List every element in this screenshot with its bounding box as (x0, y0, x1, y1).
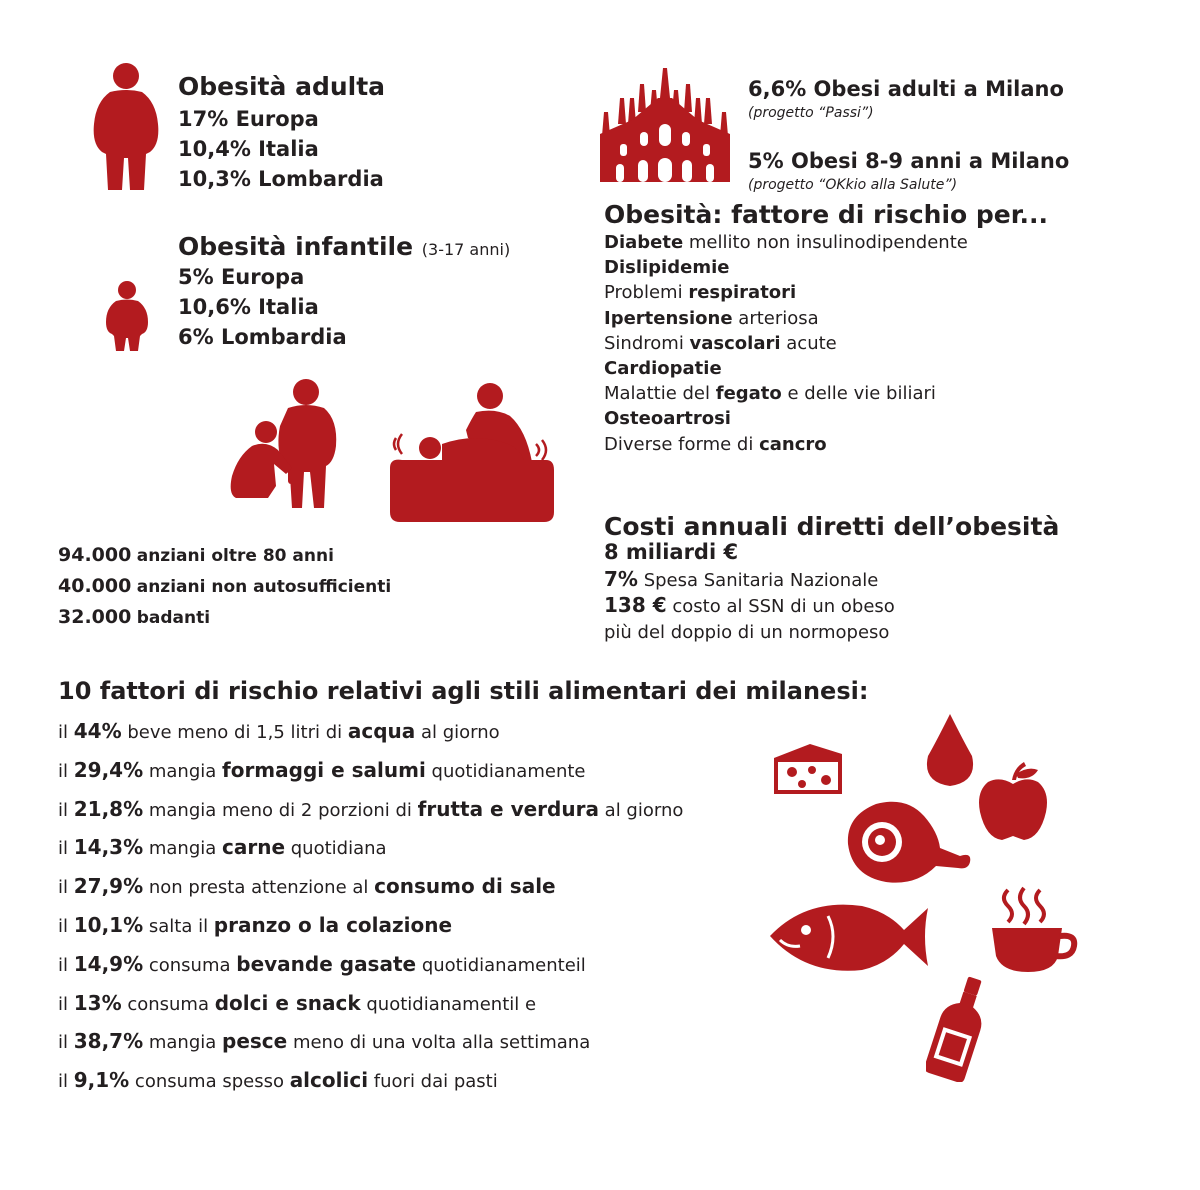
costs-title: Costi annuali diretti dell’obesità (604, 512, 1060, 541)
factor-prefix: il (58, 722, 74, 743)
risk-item (604, 331, 968, 356)
factor-text: consuma (121, 993, 215, 1015)
factor-keyword: consumo di sale (374, 874, 556, 899)
factor-suffix: quotidianamente (425, 760, 586, 782)
elderly-label: badanti (136, 608, 211, 628)
child-obesity-title-row (178, 232, 510, 265)
factor-prefix: il (58, 993, 74, 1015)
milan-child-source: (progetto “OKkio alla Salute”) (748, 177, 958, 193)
factor-item (58, 949, 586, 981)
risk-item-prefix: Malattie del (604, 383, 716, 405)
risk-item-keyword: respiratori (688, 282, 797, 304)
bottle-icon (926, 974, 992, 1082)
factor-prefix: il (58, 838, 74, 860)
factor-percentage: 14,9% (73, 951, 144, 976)
milan-adult-stat: 6,6% Obesi adulti a Milano (748, 77, 1064, 101)
factor-item (58, 716, 500, 748)
factor-suffix: al giorno (598, 799, 684, 821)
child-stat-lombardy: 6% Lombardia (178, 325, 347, 349)
factor-suffix: fuori dai pasti (368, 1071, 498, 1093)
factor-text: beve meno di 1,5 litri di (121, 722, 348, 743)
factor-prefix: il (58, 916, 74, 937)
elderly-label: anziani oltre 80 anni (136, 546, 334, 566)
risk-item-keyword: Osteoartrosi (604, 408, 731, 430)
cost-line-text: più del doppio di un normopeso (604, 622, 890, 644)
factor-item (58, 910, 452, 942)
factor-suffix: al giorno (415, 722, 500, 743)
factor-item (58, 1065, 498, 1097)
milan-stats (748, 74, 1064, 122)
milan-child-block (748, 146, 1069, 194)
factor-keyword: acqua (347, 719, 416, 743)
cost-line (604, 567, 895, 593)
obese-adult-icon (90, 62, 162, 192)
fish-icon (766, 896, 934, 978)
risk-item-prefix: Problemi (604, 282, 689, 304)
cost-line-text: costo al SSN di un obeso (666, 596, 895, 618)
adult-stat-lombardy: 10,3% Lombardia (178, 167, 384, 191)
risk-item (604, 356, 968, 381)
factor-item (58, 988, 536, 1020)
elderly-label: anziani non autosufficienti (136, 577, 392, 597)
factor-keyword: alcolici (289, 1068, 369, 1093)
factor-percentage: 21,8% (73, 796, 144, 821)
factor-keyword: bevande gasate (236, 951, 417, 976)
cost-line-text: Spesa Sanitaria Nazionale (637, 570, 879, 591)
factor-percentage: 10,1% (73, 913, 144, 937)
child-age-note: (3-17 anni) (421, 240, 511, 259)
cost-line-value: 138 € (604, 593, 667, 618)
factor-item (58, 1026, 590, 1058)
factor-prefix: il (58, 877, 74, 899)
water-drop-icon (924, 712, 976, 788)
factor-text: salta il (143, 916, 214, 937)
risk-item (604, 432, 968, 457)
factor-keyword: dolci e snack (214, 990, 361, 1015)
caregiver-icon (222, 376, 362, 516)
factor-percentage: 27,9% (73, 874, 144, 899)
factor-percentage: 29,4% (73, 757, 144, 782)
factor-item (58, 794, 683, 826)
ham-icon (846, 796, 974, 886)
factor-item (58, 755, 585, 787)
factor-percentage: 9,1% (73, 1068, 130, 1093)
risk-item-keyword: cancro (759, 433, 827, 455)
risk-item (604, 230, 968, 255)
child-obesity-title: Obesità infantile (178, 232, 414, 261)
risk-item (604, 306, 968, 331)
apple-icon (976, 758, 1050, 842)
risk-item-suffix: e delle vie biliari (781, 383, 936, 405)
risk-item (604, 255, 968, 280)
risk-list (604, 230, 968, 457)
cost-line (604, 619, 895, 645)
factor-keyword: pranzo o la colazione (213, 913, 453, 937)
elderly-number: 32.000 (58, 606, 132, 628)
factor-item (58, 832, 387, 864)
factor-suffix: quotidianamenteil (416, 954, 586, 976)
factor-suffix: meno di una volta alla settimana (287, 1032, 591, 1054)
risk-item-suffix: mellito non insulinodipendente (683, 232, 968, 253)
factor-text: consuma (143, 954, 237, 976)
adult-stat-italy: 10,4% Italia (178, 137, 319, 161)
factor-keyword: frutta e verdura (417, 796, 599, 821)
factors-title: 10 fattori di rischio relativi agli stili alimentari dei milanesi: (58, 677, 869, 705)
factor-text: mangia (143, 1032, 222, 1054)
risk-item (604, 406, 968, 431)
risk-item (604, 280, 968, 305)
factor-keyword: formaggi e salumi (222, 757, 426, 782)
factor-prefix: il (58, 954, 74, 976)
cost-line (604, 593, 895, 619)
factor-text: non presta attenzione al (143, 877, 375, 899)
risk-item-keyword: Diabete (604, 232, 684, 253)
factor-prefix: il (58, 760, 74, 782)
risk-title: Obesità: fattore di rischio per... (604, 200, 1049, 229)
factor-percentage: 13% (73, 990, 122, 1015)
milan-child-stat: 5% Obesi 8-9 anni a Milano (748, 149, 1070, 173)
factor-text: mangia (143, 760, 222, 782)
factor-keyword: pesce (222, 1029, 288, 1054)
factor-suffix: quotidianamentil e (360, 993, 537, 1015)
child-obesity-stats (178, 262, 347, 352)
factor-prefix: il (58, 799, 74, 821)
elderly-number: 94.000 (58, 544, 132, 566)
factor-text: mangia meno di 2 porzioni di (143, 799, 418, 821)
adult-obesity-stats (178, 104, 384, 194)
risk-item-prefix: Diverse forme di (604, 433, 760, 455)
bedridden-patient-icon (386, 378, 556, 524)
risk-item-keyword: Cardiopatie (604, 358, 722, 380)
risk-item-suffix: acute (780, 332, 837, 354)
risk-item (604, 381, 968, 406)
risk-item-keyword: Ipertensione (604, 307, 733, 329)
elderly-number: 40.000 (58, 575, 132, 597)
factor-percentage: 44% (73, 719, 122, 743)
elderly-row (58, 602, 391, 633)
elderly-row (58, 540, 391, 571)
adult-stat-europe: 17% Europa (178, 107, 319, 131)
elderly-row (58, 571, 391, 602)
risk-item-keyword: Dislipidemie (604, 257, 730, 279)
factor-text: consuma spesso (129, 1071, 290, 1093)
factor-percentage: 14,3% (73, 835, 144, 860)
factor-prefix: il (58, 1071, 74, 1093)
child-stat-europe: 5% Europa (178, 265, 305, 289)
costs-list (604, 567, 895, 646)
obese-child-icon (104, 280, 150, 352)
milan-cathedral-icon (600, 68, 730, 184)
factor-suffix: quotidiana (285, 838, 387, 860)
child-stat-italy: 10,6% Italia (178, 295, 319, 319)
risk-item-prefix: Sindromi (604, 332, 690, 354)
risk-item-suffix: arteriosa (732, 307, 819, 329)
factor-prefix: il (58, 1032, 74, 1054)
cost-line-value: 7% (604, 567, 638, 591)
factor-text: mangia (143, 838, 222, 860)
factor-percentage: 38,7% (73, 1029, 144, 1054)
coffee-cup-icon (988, 886, 1080, 974)
costs-amount: 8 miliardi € (604, 540, 739, 564)
elderly-stats (58, 540, 391, 633)
risk-item-keyword: vascolari (689, 332, 781, 354)
adult-obesity-title: Obesità adulta (178, 72, 386, 101)
risk-item-keyword: fegato (715, 383, 782, 405)
milan-adult-source: (progetto “Passi”) (748, 105, 874, 121)
cheese-icon (770, 740, 846, 796)
factor-keyword: carne (222, 835, 286, 860)
factor-item (58, 871, 556, 903)
